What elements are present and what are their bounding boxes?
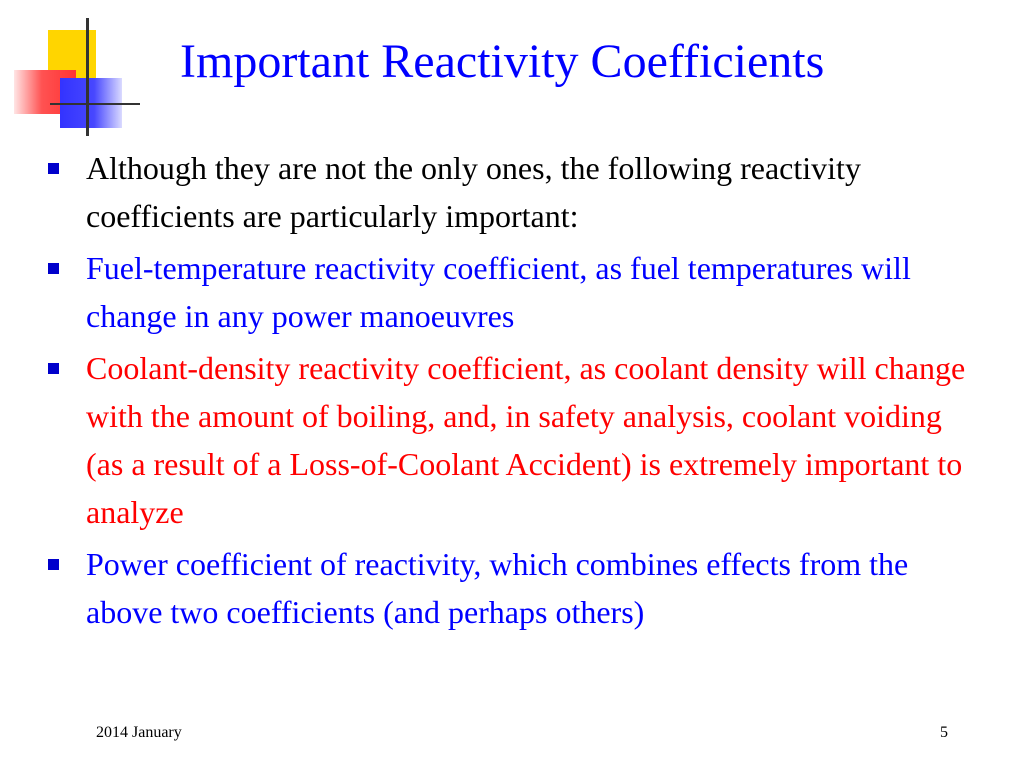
square-bullet-icon [48, 363, 59, 374]
square-bullet-icon [48, 559, 59, 570]
bullet-text: Power coefficient of reactivity, which combines effects from the above two coefficients (and perhaps others) [86, 546, 909, 630]
slide-title: Important Reactivity Coefficients [180, 35, 825, 88]
bullet-list [46, 144, 986, 640]
page-number: 5 [940, 724, 948, 741]
bullet-text: Although they are not the only ones, the following reactivity coefficients are particularly important: [86, 150, 861, 234]
square-bullet-icon [48, 163, 59, 174]
square-bullet-icon [48, 263, 59, 274]
footer-date: 2014 January [96, 724, 182, 741]
bullet-text: Coolant-density reactivity coefficient, as coolant density will change with the amount of boiling, and, in safety analysis, coolant voiding (as a result of a Loss-of-Coolant Accident) is extremely important to analyze [86, 350, 966, 530]
bullet-item-coolant-density [46, 344, 986, 536]
logo-horizontal-line [50, 103, 140, 105]
logo-vertical-line [86, 18, 89, 136]
bullet-item-power-coefficient [46, 540, 986, 636]
bullet-item-intro [46, 144, 986, 240]
decorative-squares-logo [0, 0, 150, 150]
bullet-text: Fuel-temperature reactivity coefficient, as fuel temperatures will change in any power manoeuvres [86, 250, 911, 334]
bullet-item-fuel-temperature [46, 244, 986, 340]
